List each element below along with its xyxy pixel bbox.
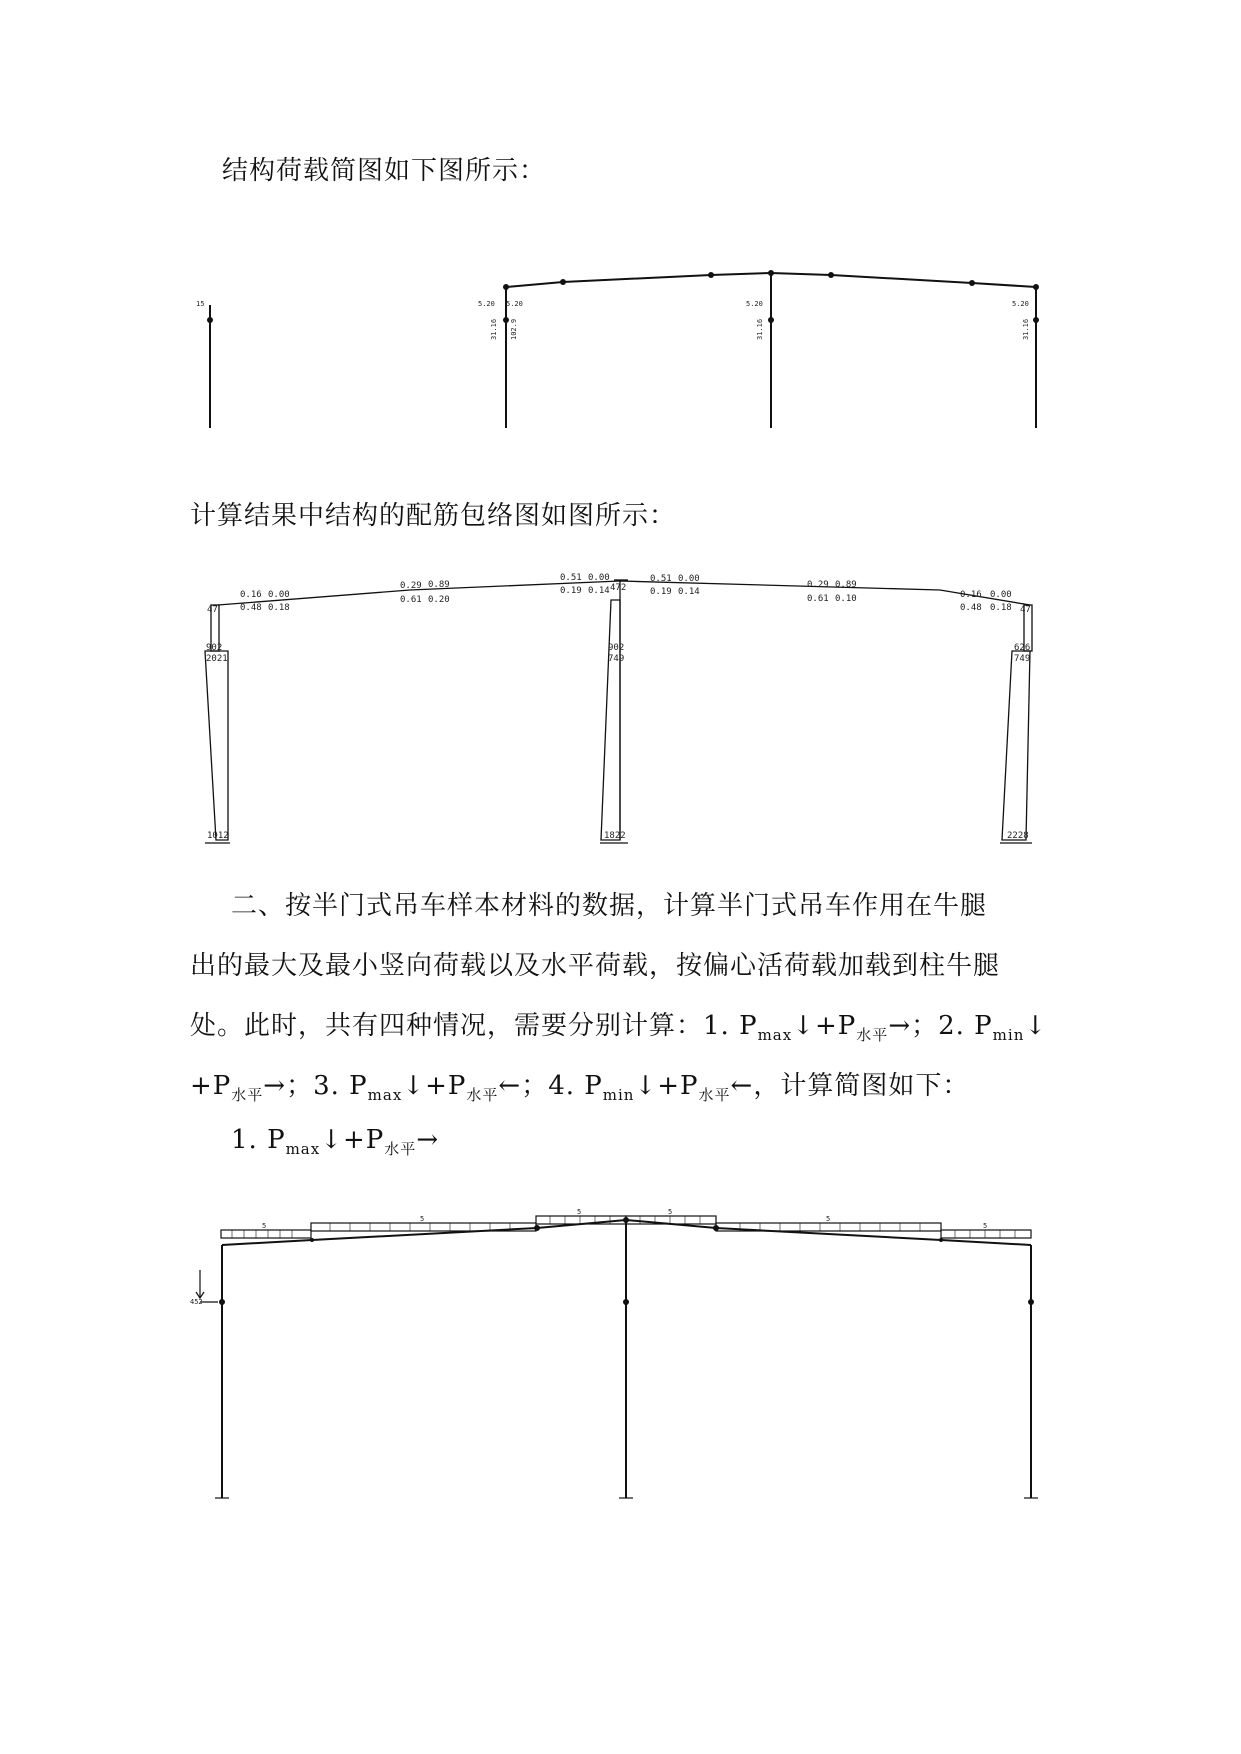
body-text: → xyxy=(263,1071,287,1101)
fig2-column-label: 749 xyxy=(608,654,625,664)
fig3-load-label: 5 xyxy=(826,1215,831,1223)
fig2-top-label: 0.29 xyxy=(400,581,422,591)
fig2-bottom-label: 0.48 xyxy=(240,603,262,613)
fig2-column-label: 1822 xyxy=(604,831,626,841)
subscript-max: max xyxy=(757,1026,793,1044)
fig1-label: 5.20 xyxy=(1012,300,1029,308)
subscript-horizontal: 水平 xyxy=(384,1140,417,1158)
body-line-1 xyxy=(231,885,987,922)
subscript-max: max xyxy=(367,1086,403,1104)
fig3-load-label: 5 xyxy=(577,1208,582,1216)
fig3-load-label: 452 xyxy=(190,1298,203,1306)
body-text: ←；4. P xyxy=(498,1071,603,1101)
fig2-column-label: 902 xyxy=(608,643,625,653)
body-text: →；2. P xyxy=(888,1011,993,1041)
reinforcement-envelope-diagram xyxy=(0,565,1241,850)
subscript-min: min xyxy=(992,1026,1025,1044)
fig1-label: 31.16 xyxy=(756,318,764,340)
body-text: ；3. P xyxy=(286,1071,368,1101)
body-text: ↓ xyxy=(1024,1011,1048,1041)
fig2-column-label: 1012 xyxy=(207,831,229,841)
fig2-column-label: 749 xyxy=(1014,654,1031,664)
subscript-horizontal: 水平 xyxy=(466,1086,499,1104)
fig2-top-label: 0.89 xyxy=(835,580,857,590)
subscript-horizontal: 水平 xyxy=(231,1086,264,1104)
body-text: 1. P xyxy=(231,1125,286,1155)
case-heading xyxy=(231,1125,439,1159)
fig2-bottom-label: 0.61 xyxy=(807,594,829,604)
subscript-min: min xyxy=(602,1086,635,1104)
intro-text-2: 计算结果中结构的配筋包络图如图所示： xyxy=(190,501,677,531)
structure-load-diagram xyxy=(0,228,1241,428)
fig3-load-label: 5 xyxy=(420,1215,425,1223)
subscript-max: max xyxy=(285,1140,321,1158)
fig2-bottom-label: 0.14 xyxy=(678,587,700,597)
body-text: ↓+P xyxy=(792,1011,857,1041)
fig2-bottom-label: 0.14 xyxy=(588,586,610,596)
fig2-column-label: 47 xyxy=(1020,605,1031,615)
fig2-bottom-label: 0.18 xyxy=(990,603,1012,613)
fig3-load-label: 5 xyxy=(262,1222,267,1230)
fig2-column-label: 626 xyxy=(1014,643,1031,653)
fig2-bottom-label: 0.20 xyxy=(428,595,450,605)
fig2-top-label: 0.00 xyxy=(990,590,1012,600)
fig2-column-label: 902 xyxy=(206,643,223,653)
fig2-top-label: 0.16 xyxy=(960,590,982,600)
fig1-label: 5.20 xyxy=(478,300,495,308)
fig2-bottom-label: 0.61 xyxy=(400,595,422,605)
fig2-top-label: 0.00 xyxy=(268,590,290,600)
fig1-label: 31.16 xyxy=(490,318,498,340)
fig2-top-label: 0.51 xyxy=(560,573,582,583)
body-line-4 xyxy=(190,1065,969,1105)
body-text: ↓+P xyxy=(320,1125,385,1155)
fig1-label: 31.16 xyxy=(1022,318,1030,340)
fig2-top-label: 0.00 xyxy=(678,574,700,584)
fig2-bottom-label: 0.19 xyxy=(560,586,582,596)
case1-load-diagram xyxy=(0,1195,1241,1515)
body-text: → xyxy=(416,1125,440,1155)
fig2-bottom-label: 0.18 xyxy=(268,603,290,613)
fig2-bottom-label: 0.19 xyxy=(650,587,672,597)
fig3-load-label: 5 xyxy=(983,1222,988,1230)
body-line-2 xyxy=(190,945,1000,982)
body-text: ←，计算简图如下： xyxy=(730,1071,970,1101)
body-text: ↓+P xyxy=(402,1071,467,1101)
fig2-top-label: 0.89 xyxy=(428,580,450,590)
body-text: 处。此时，共有四种情况，需要分别计算：1. P xyxy=(190,1011,758,1041)
fig2-column-label: 2021 xyxy=(206,654,228,664)
fig3-load-label: 5 xyxy=(668,1208,673,1216)
subscript-horizontal: 水平 xyxy=(698,1086,731,1104)
intro-text-1: 结构荷载简图如下图所示： xyxy=(222,156,547,186)
body-text: 出的最大及最小竖向荷载以及水平荷载，按偏心活荷载加载到柱牛腿 xyxy=(190,951,1001,981)
fig2-top-label: 0.16 xyxy=(240,590,262,600)
fig1-label: 102.9 xyxy=(510,318,518,340)
fig2-bottom-label: 0.10 xyxy=(835,594,857,604)
fig2-column-label: 47 xyxy=(207,605,218,615)
fig2-top-label: 0.00 xyxy=(588,573,610,583)
fig1-label: 5.20 xyxy=(746,300,763,308)
fig1-label: 5.20 xyxy=(506,300,523,308)
subscript-horizontal: 水平 xyxy=(856,1026,889,1044)
body-line-3 xyxy=(190,1005,1047,1045)
fig2-top-label: 0.29 xyxy=(807,580,829,590)
body-text: +P xyxy=(190,1071,232,1101)
fig1-label: 15 xyxy=(196,300,205,308)
fig2-column-label: 2228 xyxy=(1007,831,1029,841)
fig2-top-label: 0.51 xyxy=(650,574,672,584)
body-text: 二、按半门式吊车样本材料的数据，计算半门式吊车作用在牛腿 xyxy=(231,891,988,921)
fig2-column-label: 472 xyxy=(610,583,627,593)
body-text: ↓+P xyxy=(634,1071,699,1101)
fig2-bottom-label: 0.48 xyxy=(960,603,982,613)
